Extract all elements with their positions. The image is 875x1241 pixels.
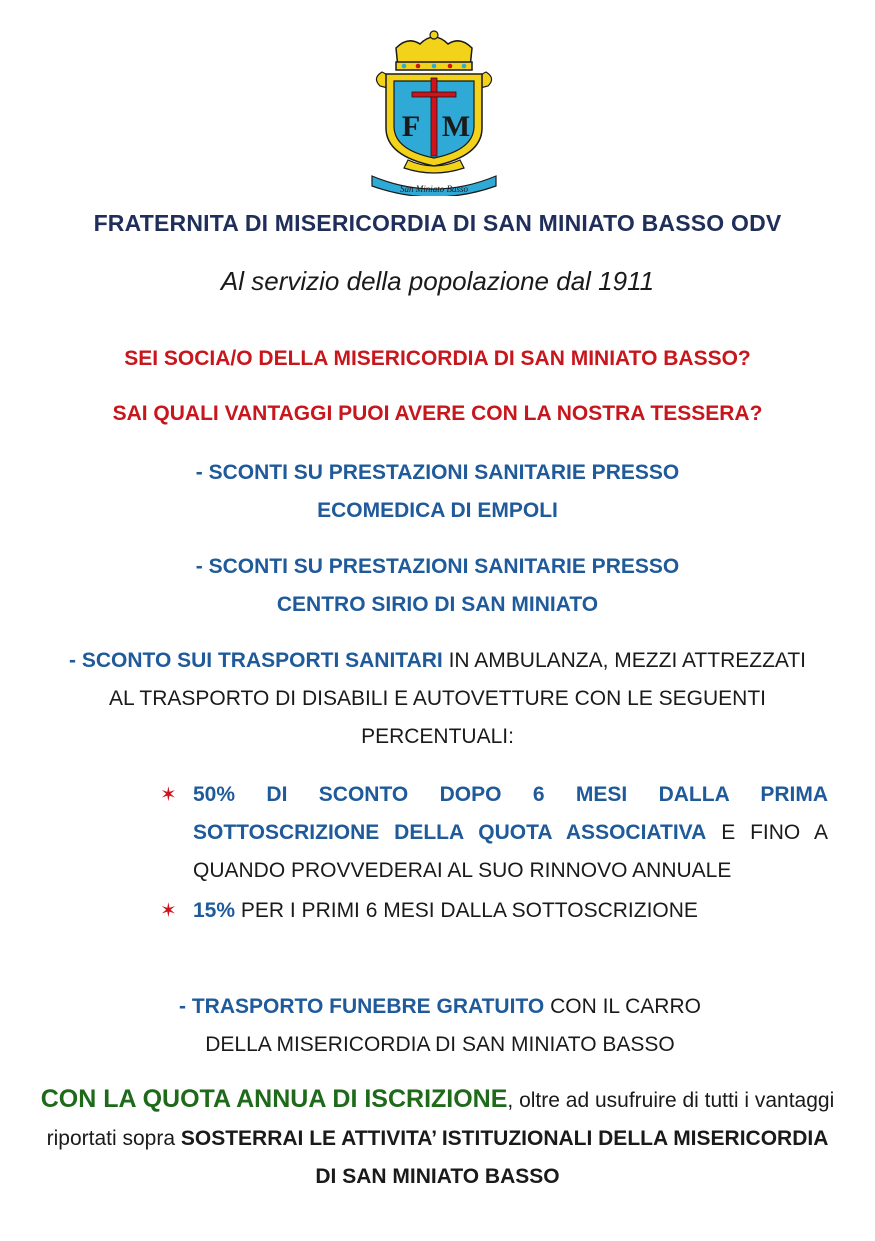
benefit-trasporti: - SCONTO SUI TRASPORTI SANITARI IN AMBULANZA, MEZZI ATTREZZATI AL TRASPORTO DI DISABILI E AUTOVETTURE CON LE SEGUENTI PERCENTUALI: [68, 649, 807, 748]
tagline: Al servizio della popolazione dal 1911 [220, 266, 655, 296]
benefit-funebre: - TRASPORTO FUNEBRE GRATUITO CON IL CARRO DELLA MISERICORDIA DI SAN MINIATO BASSO [179, 995, 701, 1056]
star-icon: ✶ [160, 784, 177, 806]
question-membership: SEI SOCIA/O DELLA MISERICORDIA DI SAN MINIATO BASSO? [124, 347, 751, 370]
svg-text:M: M [441, 110, 471, 143]
benefit-centro-sirio: - SCONTI SU PRESTAZIONI SANITARIE PRESSO CENTRO SIRIO DI SAN MINIATO [195, 555, 680, 616]
benefit-ecomedica: - SCONTI SU PRESTAZIONI SANITARIE PRESSO ECOMEDICA DI EMPOLI [195, 461, 680, 522]
discount-50: ✶ 50% DI SCONTO DOPO 6 MESI DALLA PRIMA SOTTOSCRIZIONE DELLA QUOTA ASSOCIATIVA E FINO A QUANDO PROVVEDERAI AL SUO RINNOVO ANNUALE [160, 776, 828, 890]
discount-15: ✶ 15% PER I PRIMI 6 MESI DALLA SOTTOSCRIZIONE [160, 892, 828, 930]
crown-icon [396, 31, 472, 70]
svg-text:F: F [401, 110, 421, 143]
question-benefits: SAI QUALI VANTAGGI PUOI AVERE CON LA NOSTRA TESSERA? [112, 402, 763, 425]
discount-list [160, 776, 828, 930]
star-icon: ✶ [160, 900, 177, 922]
org-title: FRATERNITA DI MISERICORDIA DI SAN MINIATO BASSO ODV [93, 210, 782, 236]
misericordia-logo [368, 26, 500, 196]
closing-statement: CON LA QUOTA ANNUA DI ISCRIZIONE, oltre ad usufruire di tutti i vantaggi riportati sopra SOSTERRAI LE ATTIVITA’ ISTITUZIONALI DELLA MISERICORDIA DI SAN MINIATO BASSO [40, 1085, 835, 1188]
ribbon-text: San Miniato Basso [399, 184, 469, 194]
